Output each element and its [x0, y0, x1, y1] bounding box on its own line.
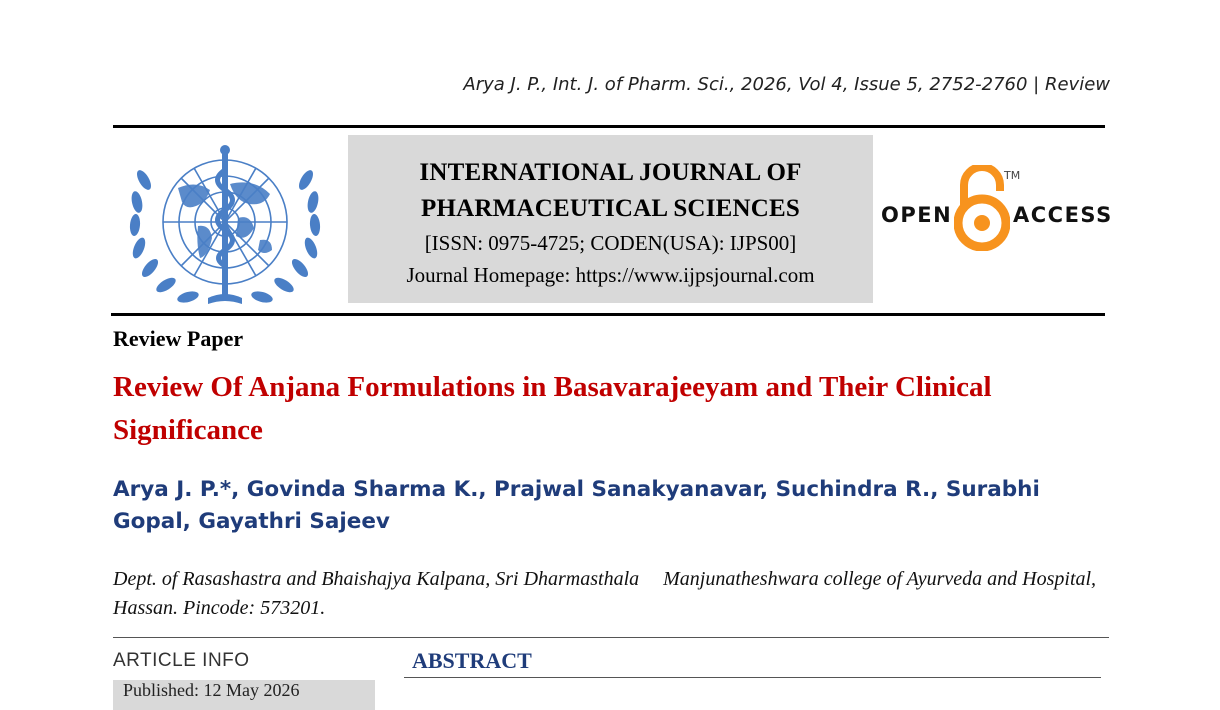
affiliation-part2: Manjunatheshwara college of Ayurveda and Hospital, Hassan. Pincode: 573201.: [113, 568, 1097, 619]
open-access-open-text: OPEN: [881, 203, 953, 227]
article-info-box: [113, 680, 375, 710]
published-date: Published: 12 May 2026: [123, 680, 300, 700]
masthead-bottom-rule: [111, 313, 1105, 316]
open-lock-icon: [954, 165, 1010, 251]
open-access-logo: [880, 165, 1113, 255]
journal-name-line1: INTERNATIONAL JOURNAL OF: [419, 159, 802, 186]
abstract-underline: [404, 677, 1101, 678]
author-list: Arya J. P.*, Govinda Sharma K., Prajwal Sanakyanavar, Suchindra R., Surabhi Gopal, Gayathri Sajeev: [113, 477, 1040, 534]
trademark-text: TM: [1004, 169, 1021, 182]
affiliation-part1: Dept. of Rasashastra and Bhaishajya Kalpana, Sri Dharmasthala: [113, 568, 640, 590]
article-type: Review Paper: [113, 326, 244, 351]
homepage-line[interactable]: Journal Homepage: https://www.ijpsjournal.com: [406, 263, 815, 287]
who-emblem-icon: [126, 140, 324, 306]
journal-name-line2: PHARMACEUTICAL SCIENCES: [421, 195, 800, 222]
journal-masthead: [348, 135, 873, 303]
section-divider: [113, 637, 1109, 638]
abstract-heading: ABSTRACT: [412, 648, 532, 673]
article-info-heading: ARTICLE INFO: [113, 650, 250, 671]
issn-line: [ISSN: 0975-4725; CODEN(USA): IJPS00]: [424, 231, 797, 255]
affiliation: [113, 565, 1113, 623]
open-access-access-text: ACCESS: [1013, 203, 1113, 227]
top-rule: [113, 125, 1105, 128]
running-head: Arya J. P., Int. J. of Pharm. Sci., 2026, Vol 4, Issue 5, 2752-2760 | Review: [463, 74, 1110, 95]
article-title: Review Of Anjana Formulations in Basavarajeeyam and Their Clinical Significance: [113, 371, 992, 446]
